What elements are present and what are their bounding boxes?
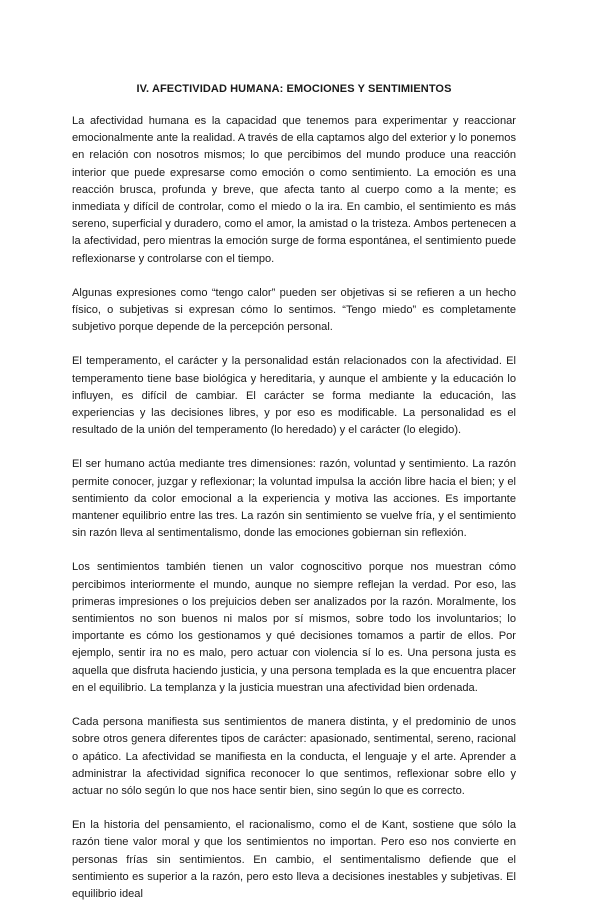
paragraph-dimensiones: El ser humano actúa mediante tres dimensiones: razón, voluntad y sentimiento. La razón permite conocer, juzgar y reflexionar; la voluntad impulsa la acción libre hacia el bien; y el sentimiento da color emocional a la experiencia y motiva las acciones. Es importante mantener equilibrio entre las tres. La razón sin sentimiento se vuelve fría, y el sentimiento sin razón lleva al sentimentalismo, donde las emociones gobiernan sin reflexión. (72, 458, 516, 540)
paragraph-caracter: Cada persona manifiesta sus sentimientos de manera distinta, y el predominio de unos sobre otros genera diferentes tipos de carácter: apasionado, sentimental, sereno, racional o apático. La afectividad se manifiesta en la conducta, el lenguaje y el arte. Aprender a administrar la afectividad significa reconocer lo que sentimos, reflexionar sobre ello y actuar no sólo según lo que nos hace sentir bien, sino según lo que es correcto. (72, 716, 516, 797)
paragraph-historia-pensamiento: En la historia del pensamiento, el racionalismo, como el de Kant, sostiene que sólo la razón tiene valor moral y que los sentimientos no importan. Pero eso nos convierte en personas frías sin sentimientos. En cambio, el sentimentalismo defiende que el sentimiento es superior a la razón, pero esto lleva a decisiones inestables y subjetivas. El equilibrio ideal (72, 819, 516, 900)
paragraph-afectividad-definicion: La afectividad humana es la capacidad que tenemos para experimentar y reaccionar emocionalmente ante la realidad. A través de ella captamos algo del exterior y lo ponemos en relación con nosotros mismos; lo que percibimos del mundo produce una reacción interior que puede expresarse como emoción o como sentimiento. La emoción es una reacción brusca, profunda y breve, que afecta tanto al cuerpo como a la mente; es inmediata y difícil de controlar, como el miedo o la ira. En cambio, el sentimiento es más sereno, superficial y duradero, como el amor, la amistad o la tristeza. Ambos pertenecen a la afectividad, pero mientras la emoción surge de forma espontánea, el sentimiento puede reflexionarse y controlarse con el tiempo. (72, 115, 517, 265)
paragraph-expresiones: Algunas expresiones como “tengo calor” pueden ser objetivas si se refieren a un hecho físico, o subjetivas si expresan cómo lo sentimos. “Tengo miedo” es completamente subjetivo porque depende de la percepción personal. (72, 286, 516, 334)
paragraph-valor-cognoscitivo: Los sentimientos también tienen un valor cognoscitivo porque nos muestran cómo percibimos interiormente el mundo, aunque no siempre reflejan la verdad. Por eso, las primeras impresiones o los prejuicios deben ser analizados por la razón. Moralmente, los sentimientos no son buenos ni malos por sí mismos, sobre todo los involuntarios; lo importante es cómo los gestionamos y qué decisiones tomamos a partir de ellos. Por ejemplo, sentir ira no es malo, pero actuar con violencia sí lo es. Una persona justa es aquella que disfruta haciendo justicia, y una persona templada es la que encuentra placer en el equilibrio. La templanza y la justicia muestran una afectividad bien ordenada. (72, 561, 516, 694)
document-title: IV. AFECTIVIDAD HUMANA: EMOCIONES Y SENTIMIENTOS (136, 83, 452, 95)
paragraph-temperamento: El temperamento, el carácter y la personalidad están relacionados con la afectividad. El temperamento tiene base biológica y hereditaria, y aunque el ambiente y la educación lo influyen, es difícil de cambiar. El carácter se forma mediante la educación, las experiencias y las decisiones libres, y por eso es modificable. La personalidad es el resultado de la unión del temperamento (lo heredado) y el carácter (lo elegido). (72, 355, 516, 437)
